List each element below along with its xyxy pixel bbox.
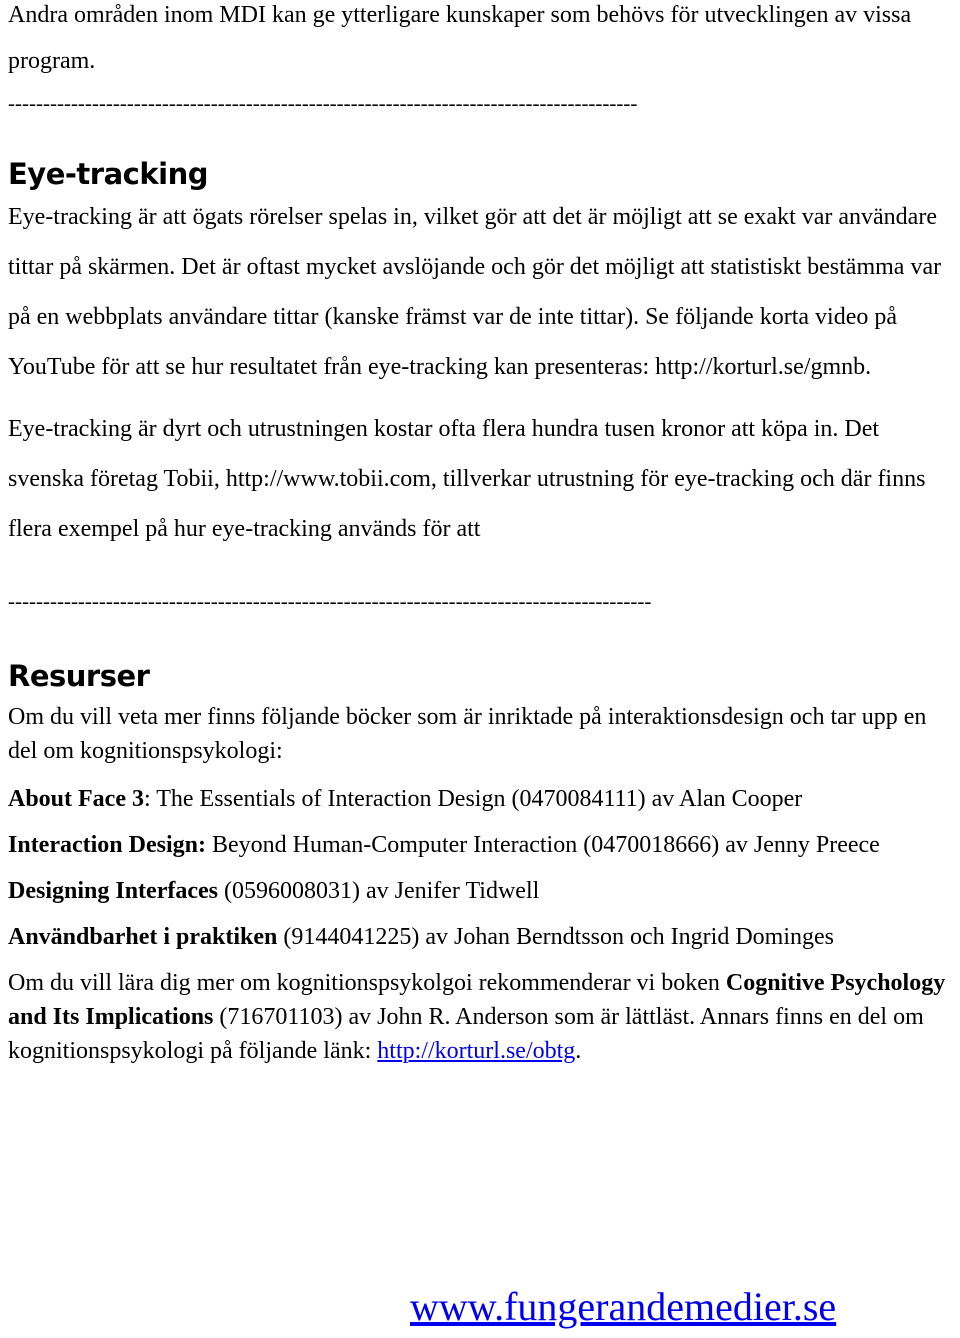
- closing-end: .: [575, 1038, 582, 1064]
- intro-paragraph: Andra områden inom MDI kan ge ytterligare kunskaper som behövs för utvecklingen av vissa program.: [8, 2, 912, 74]
- document-page: [8, 0, 958, 1068]
- heading-eye-tracking: Eye-tracking: [8, 157, 208, 191]
- closing-text-b: (716701103) av John R. Anderson som är lättläst. Annars finns en del om kognitionspsykologi på följande länk:: [8, 1004, 924, 1064]
- resources-closing: [8, 966, 958, 1068]
- book-item: [8, 920, 958, 954]
- korturl-link[interactable]: http://korturl.se/obtg: [377, 1038, 576, 1064]
- footer-site-link[interactable]: www.fungerandemedier.se: [410, 1284, 837, 1329]
- eye-tracking-paragraph-1: Eye-tracking är att ögats rörelser spelas in, vilket gör att det är möjligt att se exakt var användare tittar på skärmen. Det är oftast mycket avslöjande och gör det möjligt att statistiskt bestämma var på en webbplats användare tittar (kanske främst var de inte tittar). Se följande korta video på YouTube för att se hur resultatet från eye-tracking kan presenteras: http://korturl.se/gmnb.: [8, 204, 942, 380]
- book-title-sep: :: [143, 786, 151, 812]
- book-item: [8, 828, 958, 862]
- book-item: [8, 782, 958, 816]
- closing-text-a: Om du vill lära dig mer om kognitionspsykolgoi rekommenderar vi boken: [8, 970, 726, 996]
- closing-book-title: Cognitive Psychology and Its Implications: [8, 970, 946, 1030]
- heading-resurser: Resurser: [8, 659, 150, 693]
- book-details: The Essentials of Interaction Design (0470084111) av Alan Cooper: [150, 786, 803, 812]
- book-title: Användbarhet i praktiken: [8, 924, 278, 950]
- book-details: (0596008031) av Jenifer Tidwell: [217, 878, 540, 904]
- divider-top: ------------------------------------------------------------------------------------------: [8, 91, 638, 115]
- book-title: About Face 3: [8, 786, 144, 812]
- eye-tracking-paragraph-2: Eye-tracking är dyrt och utrustningen kostar ofta flera hundra tusen kronor att köpa in. Det svenska företag Tobii, http://www.tobii.com, tillverkar utrustning för eye-tracking och där finns flera exempel på hur eye-tracking används för att: [8, 416, 926, 542]
- resources-intro: Om du vill veta mer finns följande böcker som är inriktade på interaktionsdesign och tar upp en del om kognitionspsykologi:: [8, 704, 927, 764]
- book-item: [8, 874, 958, 908]
- book-details: (9144041225) av Johan Berndtsson och Ingrid Dominges: [277, 924, 834, 950]
- book-title: Designing Interfaces: [8, 878, 218, 904]
- divider-middle: --------------------------------------------------------------------------------------------: [8, 589, 652, 613]
- book-details: Beyond Human-Computer Interaction (0470018666) av Jenny Preece: [205, 832, 880, 858]
- book-title: Interaction Design:: [8, 832, 206, 858]
